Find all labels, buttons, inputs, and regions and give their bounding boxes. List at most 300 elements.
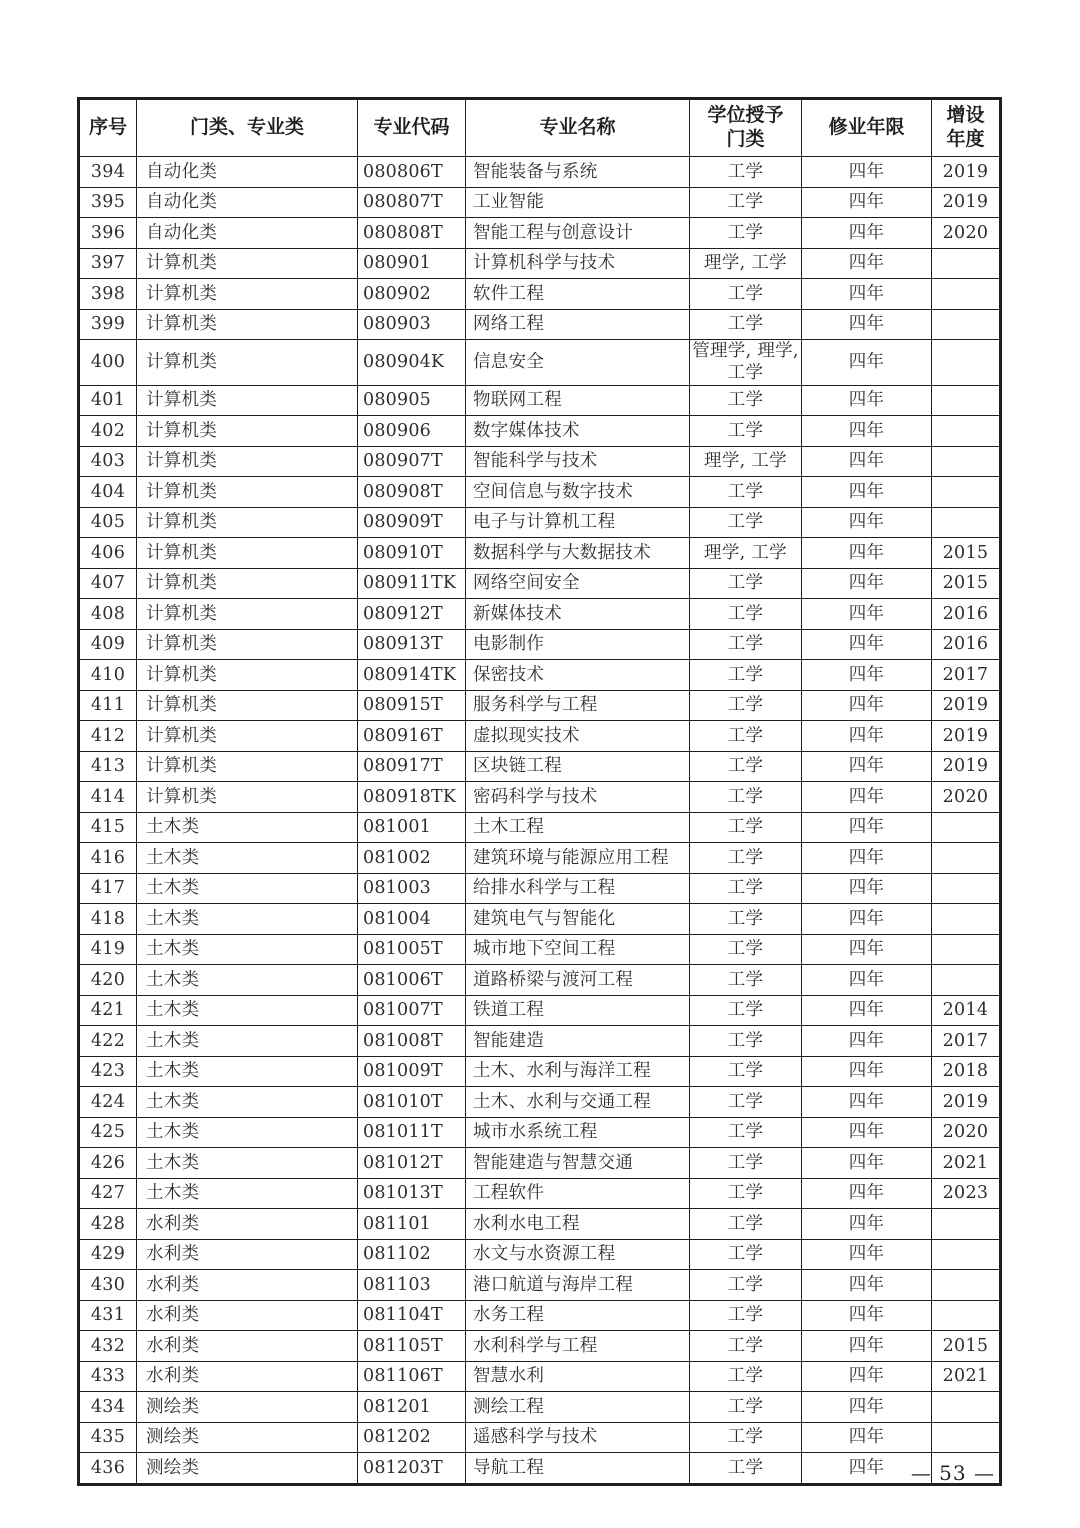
cell-degree: 工学 [690, 157, 802, 188]
cell-degree: 工学 [690, 416, 802, 447]
cell-degree: 工学 [690, 218, 802, 249]
cell-duration: 四年 [802, 1270, 932, 1301]
cell-name: 电子与计算机工程 [466, 507, 690, 538]
cell-category: 土木类 [137, 1117, 358, 1148]
table-header-row [79, 99, 1001, 157]
cell-duration: 四年 [802, 1148, 932, 1179]
cell-code: 080916T [358, 721, 466, 752]
cell-code: 081012T [358, 1148, 466, 1179]
cell-code: 081104T [358, 1300, 466, 1331]
cell-category: 土木类 [137, 843, 358, 874]
cell-category: 测绘类 [137, 1422, 358, 1453]
cell-duration: 四年 [802, 446, 932, 477]
cell-degree: 工学 [690, 1056, 802, 1087]
table-row [79, 446, 1001, 477]
cell-category: 测绘类 [137, 1453, 358, 1485]
table-row [79, 187, 1001, 218]
cell-index: 429 [79, 1239, 137, 1270]
cell-degree: 工学 [690, 904, 802, 935]
cell-year-added: 2015 [932, 1331, 1001, 1362]
cell-degree: 工学 [690, 1117, 802, 1148]
cell-index: 404 [79, 477, 137, 508]
cell-code: 081202 [358, 1422, 466, 1453]
cell-duration: 四年 [802, 340, 932, 386]
cell-code: 080917T [358, 751, 466, 782]
cell-category: 计算机类 [137, 721, 358, 752]
cell-year-added: 2019 [932, 187, 1001, 218]
cell-duration: 四年 [802, 1422, 932, 1453]
page-number: — 53 — [910, 1461, 995, 1485]
cell-degree: 工学 [690, 477, 802, 508]
table-row [79, 1117, 1001, 1148]
cell-degree: 工学 [690, 507, 802, 538]
table-row [79, 416, 1001, 447]
table-row [79, 248, 1001, 279]
cell-name: 工程软件 [466, 1178, 690, 1209]
cell-code: 081103 [358, 1270, 466, 1301]
cell-code: 081010T [358, 1087, 466, 1118]
cell-category: 水利类 [137, 1270, 358, 1301]
cell-category: 计算机类 [137, 568, 358, 599]
cell-code: 081009T [358, 1056, 466, 1087]
cell-name: 智慧水利 [466, 1361, 690, 1392]
cell-index: 415 [79, 812, 137, 843]
cell-index: 431 [79, 1300, 137, 1331]
cell-index: 428 [79, 1209, 137, 1240]
cell-duration: 四年 [802, 1392, 932, 1423]
cell-duration: 四年 [802, 965, 932, 996]
cell-name: 智能工程与创意设计 [466, 218, 690, 249]
table-row [79, 477, 1001, 508]
majors-table [77, 97, 1002, 1486]
cell-degree: 工学 [690, 1178, 802, 1209]
cell-degree: 工学 [690, 1026, 802, 1057]
cell-year-added: 2019 [932, 751, 1001, 782]
cell-code: 081203T [358, 1453, 466, 1485]
cell-category: 计算机类 [137, 690, 358, 721]
cell-year-added [932, 1300, 1001, 1331]
cell-duration: 四年 [802, 248, 932, 279]
cell-degree: 管理学, 理学, 工学 [690, 340, 802, 386]
cell-degree: 工学 [690, 751, 802, 782]
cell-code: 080806T [358, 157, 466, 188]
cell-category: 土木类 [137, 1026, 358, 1057]
cell-duration: 四年 [802, 629, 932, 660]
table-row [79, 873, 1001, 904]
table-row [79, 1026, 1001, 1057]
cell-index: 403 [79, 446, 137, 477]
header-name: 专业名称 [466, 99, 690, 157]
cell-degree: 工学 [690, 309, 802, 340]
table-row [79, 1361, 1001, 1392]
cell-name: 计算机科学与技术 [466, 248, 690, 279]
cell-category: 计算机类 [137, 782, 358, 813]
cell-degree: 工学 [690, 1361, 802, 1392]
cell-index: 395 [79, 187, 137, 218]
cell-name: 道路桥梁与渡河工程 [466, 965, 690, 996]
cell-name: 城市水系统工程 [466, 1117, 690, 1148]
cell-year-added: 2015 [932, 538, 1001, 569]
cell-index: 424 [79, 1087, 137, 1118]
cell-year-added: 2020 [932, 1117, 1001, 1148]
cell-degree: 工学 [690, 385, 802, 416]
cell-code: 080903 [358, 309, 466, 340]
cell-degree: 工学 [690, 1300, 802, 1331]
table-row [79, 690, 1001, 721]
cell-code: 080911TK [358, 568, 466, 599]
cell-index: 436 [79, 1453, 137, 1485]
cell-index: 406 [79, 538, 137, 569]
cell-name: 物联网工程 [466, 385, 690, 416]
cell-index: 416 [79, 843, 137, 874]
cell-index: 394 [79, 157, 137, 188]
cell-name: 数字媒体技术 [466, 416, 690, 447]
cell-index: 419 [79, 934, 137, 965]
cell-category: 土木类 [137, 1148, 358, 1179]
cell-year-added [932, 477, 1001, 508]
header-code: 专业代码 [358, 99, 466, 157]
cell-degree: 工学 [690, 599, 802, 630]
cell-duration: 四年 [802, 157, 932, 188]
cell-year-added: 2020 [932, 782, 1001, 813]
table-row [79, 309, 1001, 340]
cell-code: 081011T [358, 1117, 466, 1148]
table-row [79, 1270, 1001, 1301]
table-row [79, 721, 1001, 752]
table-row [79, 1239, 1001, 1270]
cell-index: 418 [79, 904, 137, 935]
cell-duration: 四年 [802, 721, 932, 752]
table-row [79, 1148, 1001, 1179]
cell-name: 空间信息与数字技术 [466, 477, 690, 508]
cell-degree: 工学 [690, 873, 802, 904]
cell-year-added [932, 340, 1001, 386]
cell-duration: 四年 [802, 812, 932, 843]
table-row [79, 599, 1001, 630]
cell-duration: 四年 [802, 599, 932, 630]
cell-category: 土木类 [137, 1056, 358, 1087]
cell-year-added [932, 507, 1001, 538]
cell-category: 计算机类 [137, 416, 358, 447]
cell-duration: 四年 [802, 507, 932, 538]
cell-degree: 理学, 工学 [690, 446, 802, 477]
cell-category: 土木类 [137, 965, 358, 996]
cell-degree: 工学 [690, 690, 802, 721]
cell-year-added [932, 248, 1001, 279]
cell-degree: 工学 [690, 1453, 802, 1485]
cell-name: 新媒体技术 [466, 599, 690, 630]
cell-name: 建筑电气与智能化 [466, 904, 690, 935]
cell-duration: 四年 [802, 1087, 932, 1118]
cell-index: 432 [79, 1331, 137, 1362]
cell-index: 425 [79, 1117, 137, 1148]
cell-degree: 工学 [690, 1392, 802, 1423]
cell-index: 409 [79, 629, 137, 660]
cell-duration: 四年 [802, 995, 932, 1026]
cell-code: 080913T [358, 629, 466, 660]
cell-index: 413 [79, 751, 137, 782]
cell-category: 计算机类 [137, 507, 358, 538]
cell-name: 土木、水利与海洋工程 [466, 1056, 690, 1087]
cell-degree: 工学 [690, 1422, 802, 1453]
cell-code: 080807T [358, 187, 466, 218]
cell-year-added: 2021 [932, 1148, 1001, 1179]
cell-name: 城市地下空间工程 [466, 934, 690, 965]
header-degree: 学位授予 门类 [690, 99, 802, 157]
cell-code: 080908T [358, 477, 466, 508]
cell-name: 土木、水利与交通工程 [466, 1087, 690, 1118]
cell-category: 土木类 [137, 934, 358, 965]
table-row [79, 1056, 1001, 1087]
cell-name: 水利水电工程 [466, 1209, 690, 1240]
cell-code: 081106T [358, 1361, 466, 1392]
table-row [79, 1422, 1001, 1453]
table-row [79, 218, 1001, 249]
cell-year-added: 2015 [932, 568, 1001, 599]
cell-year-added: 2019 [932, 690, 1001, 721]
cell-year-added: 2020 [932, 218, 1001, 249]
cell-year-added [932, 385, 1001, 416]
table-row [79, 751, 1001, 782]
cell-code: 081101 [358, 1209, 466, 1240]
cell-index: 414 [79, 782, 137, 813]
cell-category: 计算机类 [137, 477, 358, 508]
cell-category: 土木类 [137, 873, 358, 904]
cell-duration: 四年 [802, 538, 932, 569]
cell-code: 081201 [358, 1392, 466, 1423]
cell-code: 081007T [358, 995, 466, 1026]
cell-category: 自动化类 [137, 187, 358, 218]
cell-year-added [932, 904, 1001, 935]
cell-degree: 工学 [690, 568, 802, 599]
cell-degree: 工学 [690, 721, 802, 752]
table-row [79, 965, 1001, 996]
cell-year-added [932, 934, 1001, 965]
cell-duration: 四年 [802, 782, 932, 813]
cell-category: 水利类 [137, 1331, 358, 1362]
cell-year-added [932, 873, 1001, 904]
cell-year-added [932, 1239, 1001, 1270]
cell-name: 铁道工程 [466, 995, 690, 1026]
cell-year-added [932, 416, 1001, 447]
cell-duration: 四年 [802, 1300, 932, 1331]
cell-year-added [932, 965, 1001, 996]
cell-code: 081003 [358, 873, 466, 904]
cell-category: 计算机类 [137, 279, 358, 310]
cell-name: 水利科学与工程 [466, 1331, 690, 1362]
header-year-added: 增设 年度 [932, 99, 1001, 157]
cell-degree: 工学 [690, 187, 802, 218]
cell-name: 电影制作 [466, 629, 690, 660]
cell-code: 080915T [358, 690, 466, 721]
header-category: 门类、专业类 [137, 99, 358, 157]
cell-category: 水利类 [137, 1300, 358, 1331]
cell-duration: 四年 [802, 1056, 932, 1087]
cell-category: 土木类 [137, 1178, 358, 1209]
cell-year-added: 2019 [932, 157, 1001, 188]
cell-duration: 四年 [802, 1453, 932, 1485]
cell-index: 421 [79, 995, 137, 1026]
table-row [79, 812, 1001, 843]
table-row [79, 507, 1001, 538]
cell-name: 水务工程 [466, 1300, 690, 1331]
cell-category: 土木类 [137, 904, 358, 935]
cell-year-added [932, 279, 1001, 310]
cell-duration: 四年 [802, 416, 932, 447]
cell-year-added: 2016 [932, 599, 1001, 630]
cell-degree: 工学 [690, 965, 802, 996]
table-row [79, 904, 1001, 935]
table-row [79, 1300, 1001, 1331]
cell-name: 工业智能 [466, 187, 690, 218]
cell-degree: 理学, 工学 [690, 248, 802, 279]
cell-code: 080904K [358, 340, 466, 386]
cell-name: 水文与水资源工程 [466, 1239, 690, 1270]
cell-code: 080907T [358, 446, 466, 477]
cell-index: 426 [79, 1148, 137, 1179]
cell-code: 081006T [358, 965, 466, 996]
cell-degree: 工学 [690, 629, 802, 660]
cell-degree: 工学 [690, 995, 802, 1026]
cell-index: 400 [79, 340, 137, 386]
cell-name: 软件工程 [466, 279, 690, 310]
table-row [79, 934, 1001, 965]
cell-degree: 工学 [690, 1087, 802, 1118]
cell-index: 433 [79, 1361, 137, 1392]
cell-code: 080808T [358, 218, 466, 249]
cell-year-added [932, 1209, 1001, 1240]
cell-year-added [932, 812, 1001, 843]
cell-name: 数据科学与大数据技术 [466, 538, 690, 569]
cell-category: 计算机类 [137, 385, 358, 416]
cell-degree: 工学 [690, 934, 802, 965]
cell-category: 计算机类 [137, 751, 358, 782]
cell-category: 计算机类 [137, 538, 358, 569]
cell-name: 测绘工程 [466, 1392, 690, 1423]
table-row [79, 538, 1001, 569]
cell-code: 080912T [358, 599, 466, 630]
cell-index: 399 [79, 309, 137, 340]
cell-code: 080902 [358, 279, 466, 310]
header-duration: 修业年限 [802, 99, 932, 157]
cell-duration: 四年 [802, 873, 932, 904]
table-row [79, 1178, 1001, 1209]
cell-category: 测绘类 [137, 1392, 358, 1423]
table-row [79, 568, 1001, 599]
cell-duration: 四年 [802, 1209, 932, 1240]
cell-name: 智能装备与系统 [466, 157, 690, 188]
cell-duration: 四年 [802, 187, 932, 218]
cell-degree: 工学 [690, 660, 802, 691]
cell-code: 080906 [358, 416, 466, 447]
cell-year-added: 2017 [932, 1026, 1001, 1057]
cell-name: 区块链工程 [466, 751, 690, 782]
cell-name: 服务科学与工程 [466, 690, 690, 721]
cell-category: 计算机类 [137, 446, 358, 477]
cell-duration: 四年 [802, 309, 932, 340]
cell-code: 081005T [358, 934, 466, 965]
cell-code: 081004 [358, 904, 466, 935]
cell-name: 智能建造与智慧交通 [466, 1148, 690, 1179]
cell-year-added [932, 446, 1001, 477]
cell-code: 081013T [358, 1178, 466, 1209]
cell-name: 给排水科学与工程 [466, 873, 690, 904]
cell-degree: 理学, 工学 [690, 538, 802, 569]
cell-code: 081102 [358, 1239, 466, 1270]
cell-code: 080914TK [358, 660, 466, 691]
cell-year-added: 2019 [932, 1087, 1001, 1118]
cell-year-added [932, 309, 1001, 340]
cell-degree: 工学 [690, 782, 802, 813]
table-row [79, 782, 1001, 813]
cell-duration: 四年 [802, 279, 932, 310]
cell-year-added [932, 1392, 1001, 1423]
cell-year-added: 2016 [932, 629, 1001, 660]
cell-duration: 四年 [802, 904, 932, 935]
cell-index: 405 [79, 507, 137, 538]
cell-name: 建筑环境与能源应用工程 [466, 843, 690, 874]
table-row [79, 157, 1001, 188]
cell-index: 412 [79, 721, 137, 752]
cell-duration: 四年 [802, 660, 932, 691]
table-row [79, 995, 1001, 1026]
cell-name: 虚拟现实技术 [466, 721, 690, 752]
cell-year-added: 2014 [932, 995, 1001, 1026]
table-body [79, 157, 1001, 1485]
cell-degree: 工学 [690, 1148, 802, 1179]
cell-index: 401 [79, 385, 137, 416]
cell-duration: 四年 [802, 1331, 932, 1362]
cell-duration: 四年 [802, 1178, 932, 1209]
cell-degree: 工学 [690, 812, 802, 843]
cell-category: 计算机类 [137, 660, 358, 691]
cell-year-added [932, 843, 1001, 874]
cell-index: 396 [79, 218, 137, 249]
cell-index: 423 [79, 1056, 137, 1087]
cell-category: 自动化类 [137, 157, 358, 188]
cell-degree: 工学 [690, 1239, 802, 1270]
cell-code: 080905 [358, 385, 466, 416]
table-row [79, 1331, 1001, 1362]
cell-index: 402 [79, 416, 137, 447]
cell-category: 计算机类 [137, 248, 358, 279]
cell-index: 434 [79, 1392, 137, 1423]
cell-index: 397 [79, 248, 137, 279]
cell-code: 080918TK [358, 782, 466, 813]
cell-duration: 四年 [802, 1117, 932, 1148]
cell-code: 080909T [358, 507, 466, 538]
cell-category: 水利类 [137, 1239, 358, 1270]
cell-code: 081001 [358, 812, 466, 843]
cell-duration: 四年 [802, 385, 932, 416]
cell-code: 080910T [358, 538, 466, 569]
cell-index: 422 [79, 1026, 137, 1057]
cell-duration: 四年 [802, 1361, 932, 1392]
cell-year-added: 2019 [932, 721, 1001, 752]
cell-category: 计算机类 [137, 629, 358, 660]
cell-year-added [932, 1270, 1001, 1301]
cell-code: 081002 [358, 843, 466, 874]
table-row [79, 843, 1001, 874]
cell-name: 智能科学与技术 [466, 446, 690, 477]
cell-index: 417 [79, 873, 137, 904]
cell-category: 计算机类 [137, 309, 358, 340]
table-row [79, 385, 1001, 416]
cell-index: 435 [79, 1422, 137, 1453]
cell-degree: 工学 [690, 843, 802, 874]
cell-category: 自动化类 [137, 218, 358, 249]
cell-name: 网络空间安全 [466, 568, 690, 599]
